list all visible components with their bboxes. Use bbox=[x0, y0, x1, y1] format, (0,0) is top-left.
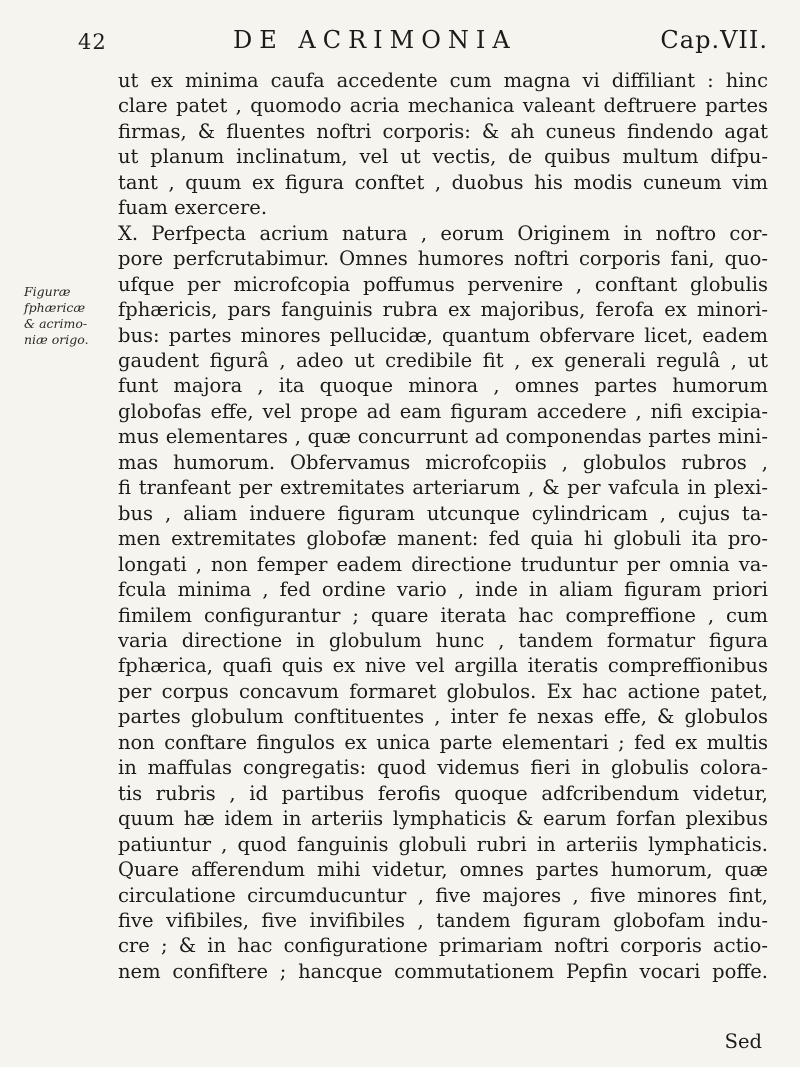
margin-note-line: & acrimo- bbox=[24, 316, 88, 331]
text-line: circulatione circumducuntur , five majores , five minores fint, bbox=[118, 883, 768, 907]
running-title: DE ACRIMONIA bbox=[233, 26, 517, 54]
text-line: funt majora , ita quoque minora , omnes partes humorum bbox=[118, 374, 768, 398]
text-line: tant , quum ex figura conftet , duobus his modis cuneum vim bbox=[118, 170, 768, 194]
margin-note-line: niæ origo. bbox=[24, 332, 89, 347]
text-line: partes globulum conftituentes , inter fe nexas effe, & globulos bbox=[118, 705, 768, 729]
text-line: bus , aliam induere figuram utcunque cylindricam , cujus ta- bbox=[118, 501, 768, 525]
running-header bbox=[78, 26, 768, 62]
text-line: globofas effe, vel prope ad eam figuram accedere , nifi excipia- bbox=[118, 399, 768, 423]
text-line: clare patet , quomodo acria mechanica valeant deftruere partes bbox=[118, 94, 768, 118]
text-line: fuam exercere. bbox=[118, 196, 268, 220]
text-line: pore perfcrutabimur. Omnes humores noftri corporis fani, quo- bbox=[118, 247, 768, 271]
text-line: non conftare fingulos ex unica parte elementari ; fed ex multis bbox=[118, 730, 768, 754]
text-line: tis rubris , id partibus ferofis quoque adfcribendum videtur, bbox=[118, 781, 768, 805]
margin-note bbox=[24, 284, 96, 348]
text-line: nem confiftere ; hancque commutationem Pepfin vocari poffe. bbox=[118, 959, 768, 983]
text-line: patiuntur , quod fanguinis globuli rubri in arteriis lymphaticis. bbox=[118, 832, 768, 856]
text-line: fphærica, quafi quis ex nive vel argilla iteratis compreffionibus bbox=[118, 654, 768, 678]
text-line: bus: partes minores pellucidæ, quantum obfervare licet, eadem bbox=[118, 323, 768, 347]
text-line: mas humorum. Obfervamus microfcopiis , globulos rubros , bbox=[118, 450, 768, 474]
text-line: cre ; & in hac configuratione primariam noftri corporis actio- bbox=[118, 934, 768, 958]
chapter-label: Cap.VII. bbox=[660, 26, 768, 54]
text-line: firmas, & fluentes noftri corporis: & ah cuneus findendo agat bbox=[118, 119, 768, 143]
text-line: longati , non femper eadem directione truduntur per omnia va- bbox=[118, 552, 768, 576]
body-text bbox=[118, 68, 768, 984]
text-line: Quare afferendum mihi videtur, omnes partes humorum, quæ bbox=[118, 858, 768, 882]
margin-note-line: fphæricæ bbox=[24, 300, 86, 315]
text-line: quum hæ idem in arteriis lymphaticis & earum forfan plexibus bbox=[118, 807, 768, 831]
text-line: men extremitates globofæ manent: fed quia hi globuli ita pro- bbox=[118, 527, 768, 551]
text-line: ufque per microfcopia poffumus pervenire , conftant globulis bbox=[118, 272, 768, 296]
text-line: fcula minima , fed ordine vario , inde in aliam figuram priori bbox=[118, 578, 768, 602]
text-line: in maffulas congregatis: quod videmus fieri in globulis colora- bbox=[118, 756, 768, 780]
catchword: Sed bbox=[724, 1030, 762, 1053]
text-line: varia directione in globulum hunc , tandem formatur figura bbox=[118, 628, 768, 652]
text-line: ut ex minima caufa accedente cum magna vi diffiliant : hinc bbox=[118, 69, 768, 92]
page-number: 42 bbox=[78, 30, 107, 54]
text-line: X. Perfpecta acrium natura , eorum Originem in noftro cor- bbox=[118, 221, 768, 245]
text-line: ut planum inclinatum, vel ut vectis, de quibus multum difpu- bbox=[118, 145, 768, 169]
text-line: fi tranfeant per extremitates arteriarum , & per vafcula in plexi- bbox=[118, 476, 768, 500]
text-line: fimilem configurantur ; quare iterata hac compreffione , cum bbox=[118, 603, 768, 627]
text-line: mus elementares , quæ concurrunt ad componendas partes mini- bbox=[118, 425, 768, 449]
text-line: fphæricis, pars fanguinis rubra ex majoribus, ferofa ex minori- bbox=[118, 298, 768, 322]
text-line: gaudent figurâ , adeo ut credibile fit , ex generali regulâ , ut bbox=[118, 348, 768, 372]
text-line: five vifibiles, five invifibiles , tandem figuram globofam indu- bbox=[118, 908, 768, 932]
text-line: per corpus concavum formaret globulos. Ex hac actione patet, bbox=[118, 679, 768, 703]
margin-note-line: Figuræ bbox=[24, 284, 71, 299]
